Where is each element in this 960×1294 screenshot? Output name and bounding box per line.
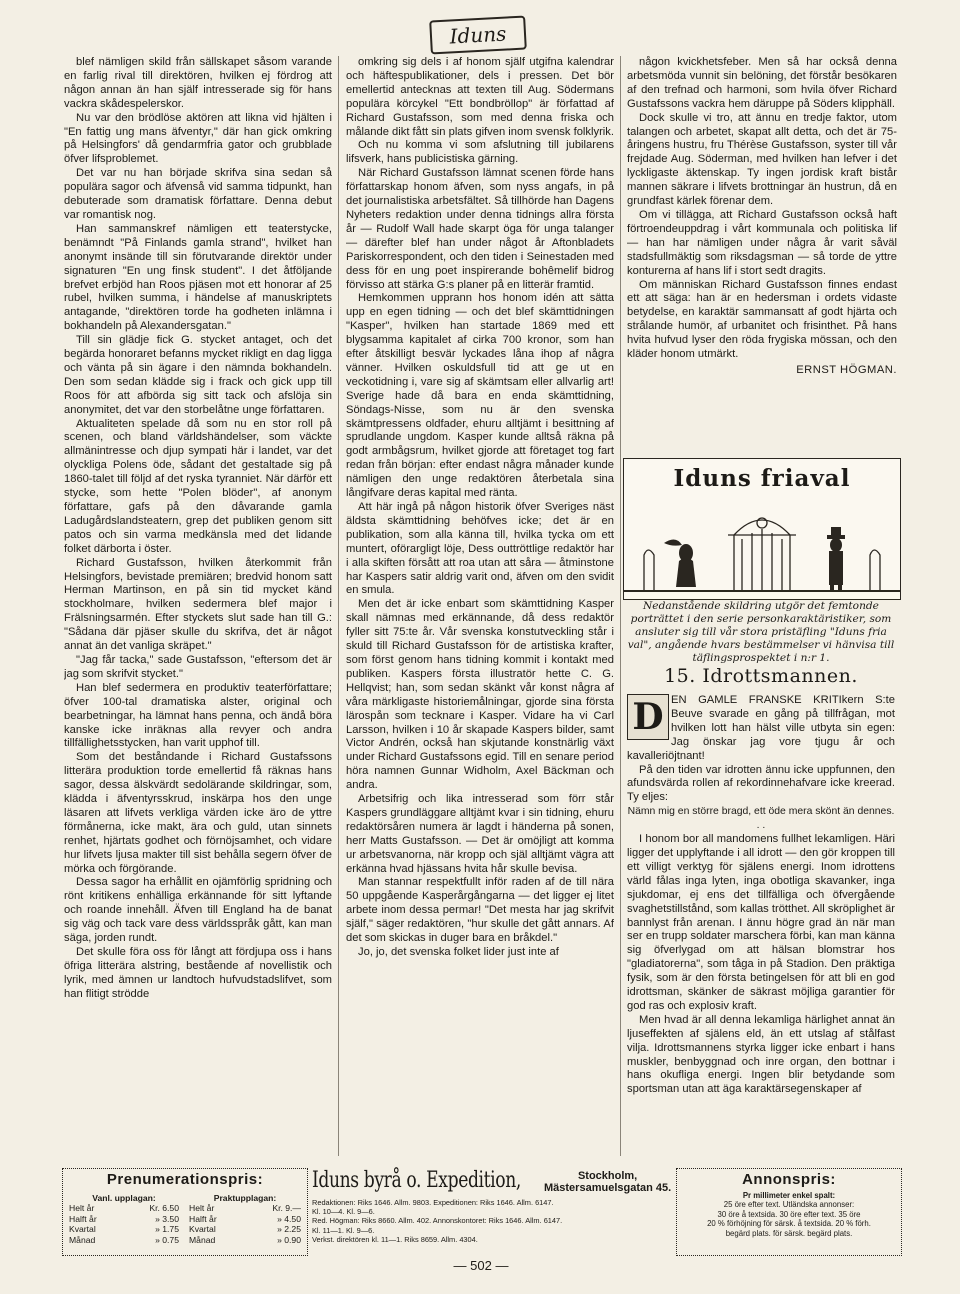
price-period: Halft år: [69, 1213, 97, 1224]
article-column-4: [627, 694, 895, 1164]
col3-paragraph: någon kvickhetsfeber. Men så har också denna arbetsmöda vunnit sin belöning, det förstår besökaren af den trefnad och harmoni, som hvila öfver Richard Gustafssons vackra hem däruppe på Söders klipphäll.: [627, 56, 897, 110]
col1-paragraph: Som det beståndande i Richard Gustafssons litterära produktion torde emellertid få räknas hans sagor, dessa älskvärdt sedolärande skildringar, som, klädda i äfventyrsskrud, inskärpa hos den unge läsaren att lifvets verkliga värden icke äro de yttre förmånerna, icke makt, ära och guld, utan sinnets renhet, hjärtats godhet och förnöjsamhet, och vidare hur lifvets ljusa makter till sist behålla segern öfver de mörka och förgörande.: [64, 751, 332, 875]
subscription-deluxe-head: Praktupplagan:: [213, 1193, 277, 1203]
office-line: Verkst. direktören kl. 11—1. Riks 8659. Allm. 4304.: [312, 1234, 478, 1244]
advertising-subtitle: Pr millimeter enkel spalt:: [742, 1191, 836, 1200]
advertising-line: begärd plats. för särsk. begärd plats.: [725, 1228, 853, 1238]
footer: [62, 1168, 900, 1273]
iduns-friaval-banner: [623, 458, 901, 600]
price-period: Helt år: [69, 1203, 95, 1214]
col2-paragraph: När Richard Gustafsson lämnat scenen förde hans författarskap honom äfven, som nyss angafs, in på det journalistiska arbetsfältet. Så tillhörde han Dagens Nyheters redaktion under denna tidnings allra första år — Rudolf Wall hade skarpt öga för unga talanger — därefter blef han under något år Aftonbladets Pariskorrespondent, och den tiden i Seinestaden med dess för en ung poet inspirerande bohêmelif bidrog förvisso att stärka G:s planer på en litterär framtid.: [346, 167, 614, 291]
iduns-logo: [429, 16, 527, 55]
office-city: Stockholm,: [577, 1170, 638, 1182]
price-row: [189, 1203, 301, 1213]
office-street: Mästersamuelsgatan 45.: [544, 1182, 672, 1194]
col1-paragraph: blef nämligen skild från sällskapet såsom varande en farlig rival till direktören, hvilken ej fördrog att någon annan än han själf intresserade sig för hans vackra skådespelerskor.: [64, 56, 332, 110]
subscription-regular: [69, 1193, 179, 1245]
col3-paragraph: Dock skulle vi tro, att ännu en tredje faktor, utom talangen och arbetet, skapat allt detta, och det är 75-åringens hustru, fru Thérèse Gustafsson, syster till vår frejdade Aug. Söderman, med hvilken han lefver i det lyckligaste äktenskap. Ty ingen jordisk kraft bistår mannen säkrare i lifvets brottningar än hustrun, då en grundfast kärlek förenar dem.: [627, 111, 897, 208]
lead-text: EN GAMLE FRANSKE KRITIkern S:te Beuve svarade en gång på tillfrågan, mot hvilken lott han hälst ville utbyta sin egen: Jag önskar jag vore tjugu år och kavalleriöjtnant!: [627, 694, 895, 762]
banner-title: Iduns friaval: [673, 465, 851, 492]
col2-paragraph: Man stannar respektfullt inför raden af de till nära 50 uppgående Kasperårgångarna — det ligger ej litet arbete inom dessa permar! "Det mesta har jag skrifvit själf," säger redaktören, "hur skulle det gått annars. Af det som skickas in duger bara en bråkdel.": [346, 876, 614, 945]
col1-paragraph: Han sammanskref nämligen ett teaterstycke, benämndt "På Finlands gamla strand", hvilket han anonymt insände till sin förutvarande direktör under signaturen "En ung finsk student". I det åtföljande brefvet erbjöd han Roos pjäsen mot ett honorar af 25 rubel, hvilken summa, i händelse af manuskriptets antagande, "direktören torde ha godheten inlämna i bokhandeln på Alexandersgatan.": [64, 222, 332, 333]
subscription-regular-head: Vanl. upplagan:: [92, 1193, 156, 1203]
price-value: » 1.75: [155, 1224, 179, 1235]
section-paragraph: Men hvad är all denna lekamliga härlighet annat än ljuseffekten af själens eld, än ett utslag af stålfast vilja. Idrottsmannens styrka ligger icke enbart i hans muskler, benbyggnad och inre organ, den bottnar i hans okufliga energi. Ingen blir betydande som sportsman utan att äga karaktärsegenskaper af: [627, 1013, 895, 1096]
dropcap-space: [627, 694, 671, 740]
col2-paragraph: Hemkommen upprann hos honom idén att sätta upp en egen tidning — och det blef skämttidningen "Kasper", hvilken han startade 1869 med ett blygsamma kapitalet af cirka 700 kronor, som han efter åtskilligt besvär lyckades låna ihop af några vänner. Hvilken oskuldsfull tid att ge ut en veckotidning i, vare sig af skämtsam eller allvarlig art! Sverige hade då bara en enda skämttidning, Söndags-Nisse, som nu är den svenska skämtpressens oldfader, ehuru alltjämt i besittning af sprudlande ungdom. Kasper kunde alltså räkna på godt armbågsrum, hvilket gjorde att företaget tog fart redan från början: efter endast några månader kunde nämligen den unge redaktören återbetala sina långifvare deras kapital med ränta.: [346, 292, 614, 500]
price-period: Halft år: [189, 1213, 217, 1224]
section-paragraph: I honom bor all mandomens fullhet lekamligen. Häri ligger det upplyftande i all idrott — den gör kroppen till ett villigt verktyg för själens energi. Inom idrottens värld fålas inga lyten, inga obotliga skavanker, inga sjukdomar, ej ens det tillfälliga och öfvergående svaghetstillstånd, som kallas trötthet. All skröplighet är bannlyst från arenan. I ännu högre grad än när man ser en trupp soldater marschera förbi, kan man känna sig öfverlygad om att hälsan blomstrar hos "gladiatorerna", som tåga in på Stadion. Den präktiga fysik, som är den första betingelsen för att bli en god idrottsman, skänker de säkrast möjliga garantier för god ras och explosiv kraft.: [627, 833, 895, 1012]
series-intro: Nedanstående skildring utgör det femtonde porträttet i den serie personkaraktäristiker, som ansluter sig till vår stora pristäfling "Iduns fria val", angående hvars bestämmelser vi hänvisa till täflingsprospektet i n:r 1.: [627, 600, 895, 664]
price-value: Kr. 6.50: [149, 1203, 179, 1214]
quotation: Nämn mig en större bragd, ett öde mera skönt än dennes. . .: [627, 806, 895, 832]
price-row: [189, 1235, 301, 1245]
dropcap: D: [627, 694, 669, 740]
price-period: Kvartal: [189, 1224, 216, 1235]
section-title: 15. Idrottsmannen.: [664, 665, 858, 687]
lead-paragraph: [627, 694, 895, 764]
price-value: » 4.50: [277, 1213, 301, 1224]
office-line: Kl. 11—1. Kl. 9—6.: [312, 1225, 375, 1235]
col2-paragraph: omkring sig dels i af honom själf utgifna kalendrar och häftespublikationer, dels i pressen. Det bör emellertid antecknas att texten till Aug. Södermans populära körcykel "Ett bondbröllop" är författad af Richard Gustafsson, som med denna friska och målande dikt fått sin plats gifven inom svensk folklyrik.: [346, 56, 614, 138]
office-box: [312, 1168, 672, 1254]
col1-paragraph: Nu var den brödlöse aktören att likna vid hjälten i "En fattig ung mans äfventyr," där han gick omkring på Helsingfors' då gendarmfria gator och grubblade öfver lifsproblemet.: [64, 111, 332, 166]
price-row: [69, 1224, 179, 1234]
price-value: » 0.90: [277, 1234, 301, 1245]
price-period: Kvartal: [69, 1224, 96, 1235]
col3-paragraph: Om människan Richard Gustafsson finnes endast ett att säga: han är en hedersman i ordets vidaste betydelse, en karaktär sammansatt af godt hjärta och strålande humör, af urbanitet och frisinthet. På hans hvita hufvud lyser den röda frygiska mössan, och den kläder honom utmärkt.: [627, 278, 897, 361]
price-value: » 2.25: [277, 1224, 301, 1235]
price-row: [189, 1214, 301, 1224]
office-title: Iduns byrå o. Expedition,: [312, 1168, 521, 1193]
column-divider: [620, 56, 621, 1156]
price-value: » 3.50: [155, 1213, 179, 1224]
price-period: Månad: [69, 1234, 96, 1245]
price-row: [69, 1214, 179, 1224]
article-column-2: [346, 56, 614, 1156]
col1-paragraph: Aktualiteten spelade då som nu en stor roll på scenen, och bland världshändelser, som väckte allmänintresse och djup sympati här i landet, var det olyckliga Polens öde, sådant det gestaltade sig på 1860-talet till följd af det ryska tyranniet. När därför ett stycke, som hette "Polen blöder", af anonym författare, gafs på den dåvarande gamla Ladugårdslandsteatern, grep det publiken genom sitt patos och sin varma medkänsla med det lidande folket därborta i öster.: [64, 417, 332, 555]
price-period: Månad: [189, 1234, 216, 1245]
price-row: [189, 1224, 301, 1234]
advertising-box: [676, 1168, 902, 1256]
column-divider: [338, 56, 339, 1156]
section-paragraph: På den tiden var idrotten ännu icke uppfunnen, den afundsvärda rollen af rekordinnehafvare icke kreerad. Ty eljes:: [627, 763, 895, 804]
price-row: [69, 1203, 179, 1213]
office-line: Kl. 10—4. Kl. 9—6.: [312, 1207, 375, 1217]
advertising-line: 30 öre å textsida. 30 öre efter text. 35 öre: [717, 1209, 861, 1219]
author-signature: ERNST HÖGMAN.: [796, 363, 897, 376]
price-row: [69, 1235, 179, 1245]
article-column-3: [627, 56, 897, 456]
office-line: Redaktionen: Riks 1646. Allm. 9803. Expeditionen: Riks 1646. Allm. 6147.: [312, 1198, 554, 1207]
col3-paragraph: Om vi tillägga, att Richard Gustafsson också haft förtroendeuppdrag i vårt kommunala och politiska lif — han har nämligen under några år varit såväl stadsfullmäktig som riksdagsman — så torde de yttre konturerna af hans lif i stort sedt dragits.: [627, 208, 897, 277]
col1-paragraph: Det skulle föra oss för långt att fördjupa oss i hans öfriga litterära alstring, bestående af novellistik och lyrik, med ämnen ur landtoch hufvudstadslifvet, som han flitigt strödde: [64, 946, 332, 1000]
price-value: » 0.75: [155, 1234, 179, 1245]
col2-paragraph: Men det är icke enbart som skämttidning Kasper skall nämnas med erkännande, då dess redaktör fyller sitt 75:te år. Vår svenska konstutveckling står i skuld till Richard Gustafsson för de artistiska krafter, som först genom hans tidning kommit i kontakt med publiken. Kaspers första illustratör hette C. G. Hellqvist; han, som sedan skänkt vår konst några af våra märkligaste historiemålningar, gjorde sina första lärospån som tecknare i Kasper. Vidare ha vi Carl Larsson, hvilken i 10 år skapade Kaspers bilder, samt Victor Andrén, också han skjutande konstnärlig växt under Richard Gustafssons egid. Till en senare period höra namnen Gunnar Widholm, Axel Bäckman och andra.: [346, 598, 614, 792]
office-location: [544, 1170, 671, 1194]
logo-text: Iduns: [449, 21, 507, 49]
col1-paragraph: Dessa sagor ha erhållit en ojämförlig spridning och rönt kritikens enhälliga erkännande för sitt lyftande och roande innehåll. Äfven till England ha de banat sig väg och tack vare dess världsspråk gått, kan man säga, jorden rundt.: [64, 876, 332, 945]
advertising-line: 25 öre efter text. Utländska annonser:: [723, 1200, 855, 1210]
price-value: Kr. 9.—: [272, 1203, 301, 1214]
page-number: — 502 —: [453, 1258, 509, 1273]
col1-paragraph: Han blef sedermera en produktiv teaterförfattare; öfver 100-tal dramatiska alster, original och bearbetningar, ha lämnat hans penna, och ändå böra kanske icke inräknas alla revyer och andra tillfällighetsstycken, han varit upphof till.: [64, 681, 332, 750]
col1-paragraph: Det var nu han började skrifva sina sedan så populära sagor och äfvenså vid samma tidpunkt, han debuterade som dramatisk författare. Denna debut var romantisk nog.: [64, 167, 332, 221]
advertising-line: 20 % förhöjning för särsk. å textsida. 20 % förh.: [707, 1219, 871, 1229]
subscription-title: Prenumerationspris:: [106, 1171, 264, 1188]
col2-paragraph: Jo, jo, det svenska folket lider just inte af: [358, 946, 559, 958]
price-period: Helt år: [189, 1203, 215, 1214]
banner-illustration: [624, 495, 900, 599]
col1-paragraph: Till sin glädje fick G. stycket antaget, och det begärda honoraret befanns mycket rikligt en dag ligga och vänta på sin ägare i den nämnda bokhandeln. Den som sedan klädde sig i frack och gick upp till Roos för att afbörda sig sitt tack och afslöja sin anonymitet, det var den storbelåtne unge författaren.: [64, 334, 332, 416]
col1-paragraph: Richard Gustafsson, hvilken återkommit från Helsingfors, bevistade premiären; bredvid honom satt Herman Martinson, en på sin tid mycket känd stockholmare, hvilken sedermera blef major i Frälsningsarmén. Efter styckets slut sade han till G.: "Sådana där pjäser skulle du skrifva, det är något annat än det vanliga skräpet.": [64, 556, 332, 653]
office-phone-lines: [312, 1198, 672, 1244]
subscription-box: [62, 1168, 308, 1256]
col2-paragraph: Att här ingå på någon historik öfver Sveriges näst äldsta skämttidning behöfves icke; det är en publikation, som alla känna till, hvilka tycka om ett muntert, oförargligt löje, Dess outtröttlige redaktör har i alla skiften försått att roa utan att såra — åtminstone har Kaspers satir aldrig varit ond, äfven om den svidit en smula.: [346, 501, 614, 597]
subscription-deluxe: [189, 1193, 301, 1245]
col2-paragraph: Arbetsifrig och lika intresserad som förr står Kaspers grundläggare alltjämt kvar i sin tidning, ehuru redaktörsåren numera är lagdt i händerna på sonen, herr Matts Gustafsson. — Det är omöjligt att komma ur arbetsvanorna, när kropp och själ alltjämt vägra att erkänna hvad hjässans hvita hår skulle bevisa.: [346, 793, 614, 875]
advertising-title: Annonspris:: [742, 1171, 836, 1188]
col1-paragraph: "Jag får tacka," sade Gustafsson, "eftersom det är jag som skrifvit stycket.": [64, 653, 332, 680]
article-column-1: [64, 56, 332, 1156]
col2-paragraph: Och nu komma vi som afslutning till jubilarens lifsverk, hans publicistiska gärning.: [346, 139, 614, 166]
advertising-rates: [681, 1191, 897, 1238]
office-line: Red. Högman: Riks 8660. Allm. 402. Annonskontoret: Riks 1646. Allm. 6147.: [312, 1216, 563, 1226]
